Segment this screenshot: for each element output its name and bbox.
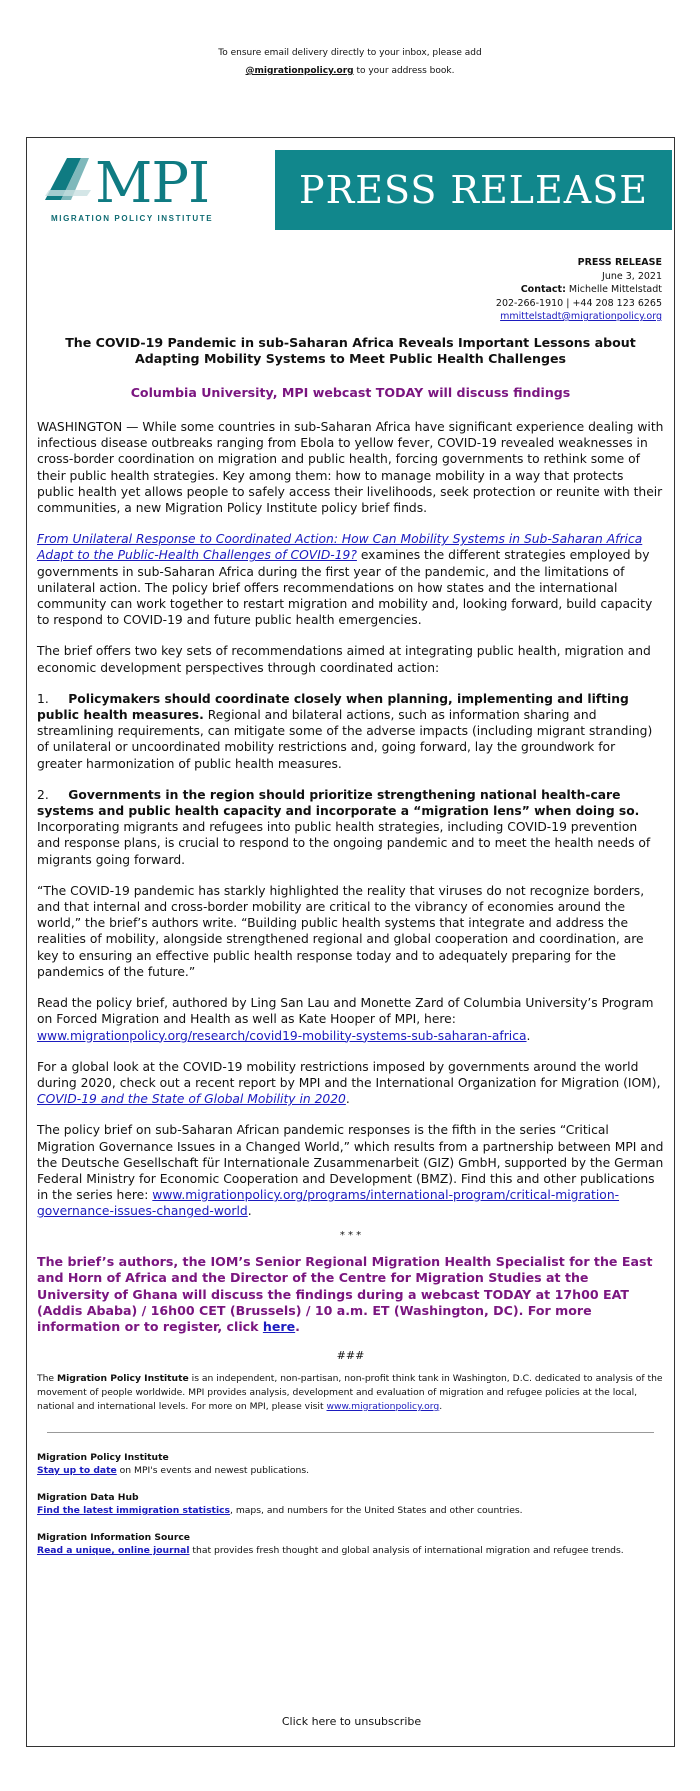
footer-text: that provides fresh thought and global analysis of international migration and refugee trends.: [189, 1544, 624, 1556]
email-frame: [26, 137, 675, 1747]
logo-subtitle: MIGRATION POLICY INSTITUTE: [51, 214, 214, 223]
paragraph-brief: [37, 531, 664, 628]
mpi-logo[interactable]: [39, 150, 249, 232]
contact-line: [496, 283, 662, 297]
contact-email-link[interactable]: mmittelstadt@migrationpolicy.org: [500, 311, 662, 322]
footer-text: on MPI's events and newest publications.: [116, 1464, 310, 1476]
preheader: [0, 44, 700, 84]
section-separator: * * *: [339, 1229, 362, 1241]
recommendation-1: [37, 691, 664, 772]
footer-item-data-hub: [37, 1491, 664, 1517]
release-body: [37, 419, 664, 1571]
series-text: The policy brief on sub-Saharan African pandemic responses is the fifth in the series “Critical Migration Governance Issues in a Changed World,” which results from a partnership between MPI and the Deutsche Gesellschaft für Internationale Zusammenarbeit (GIZ) GmbH, supported by the German Federal Ministry for Economic Cooperation and Development (BMZ). Find this and other publications in the series here:: [37, 1123, 664, 1203]
about-prefix: The: [37, 1372, 58, 1384]
paragraph-recommendations-intro: The brief offers two key sets of recommendations aimed at integrating public health, migration and economic development perspectives through coordinated action:: [37, 644, 651, 675]
subheadline: Columbia University, MPI webcast TODAY will discuss findings: [130, 385, 571, 400]
about-end: .: [439, 1400, 443, 1412]
headline-block: [37, 335, 664, 419]
recommendation-2-title: Governments in the region should prioritize strengthening national health-care systems and public health capacity and incorporate a “migration lens” when doing so.: [37, 787, 640, 819]
read-end: .: [526, 1028, 531, 1043]
brief-url-link[interactable]: www.migrationpolicy.org/research/covid19-mobility-systems-sub-saharan-africa: [37, 1028, 527, 1043]
brief-title-link[interactable]: From Unilateral Response to Coordinated Action: How Can Mobility Systems in Sub-Saharan Africa Adapt to the Public-Health Challenges of COVID-19?: [37, 532, 643, 563]
address-link[interactable]: @migrationpolicy.org: [245, 66, 354, 76]
immigration-statistics-link[interactable]: Find the latest immigration statistics: [37, 1504, 231, 1516]
logo-letters: MPI: [95, 151, 210, 216]
recommendation-2-number: 2.: [37, 787, 49, 802]
footer-heading: Migration Policy Institute: [37, 1451, 169, 1463]
footer-item-information-source: [37, 1531, 664, 1557]
footer-heading: Migration Information Source: [37, 1531, 191, 1543]
global-report-link[interactable]: COVID-19 and the State of Global Mobility in 2020: [37, 1092, 346, 1107]
preheader-line2: [0, 62, 700, 80]
webcast-end: .: [295, 1319, 300, 1335]
unsubscribe-link[interactable]: Click here to unsubscribe: [281, 1715, 422, 1728]
webcast-register-link[interactable]: here: [262, 1319, 296, 1335]
paragraph-read: [37, 995, 664, 1044]
release-label: PRESS RELEASE: [577, 257, 662, 268]
read-text: Read the policy brief, authored by Ling San Lau and Monette Zard of Columbia University’s Program on Forced Migration and Health as well as Kate Hooper of MPI, here:: [37, 996, 654, 1027]
footer-item-mpi: [37, 1451, 664, 1477]
recommendation-1-text: Regional and bilateral actions, such as information sharing and streamlining requirements, can mitigate some of the adverse impacts (including migrant stranding) of unilateral or uncoordinated mobility restrictions and, going forward, lay the groundwork for greater harmonization of public health measures.: [37, 708, 653, 771]
contact-block: [496, 256, 662, 324]
about-mpi: [37, 1372, 664, 1414]
webcast-announcement: [37, 1254, 664, 1336]
paragraph-intro: WASHINGTON — While some countries in sub-Saharan Africa have significant experience dealing with infectious disease outbreaks ranging from Ebola to yellow fever, COVID-19 revealed weaknesses in cross-border coordination on migration and public health, forcing governments to rethink some of their public health strategies. Key among them: how to manage mobility in a way that protects public health yet allows people to safely access their livelihoods, seek protection or reunite with their communities, a new Migration Policy Institute policy brief finds.: [37, 420, 664, 516]
preheader-line1: To ensure email delivery directly to your inbox, please add: [218, 48, 482, 58]
brief-description: examines the different strategies employed by governments in sub-Saharan Africa during the first year of the pandemic, and the limitations of unilateral action. The policy brief offers recommendations on how states and the international community can work together to restart migration and mobility and, looking forward, build capacity to respond to COVID-19 and future public health emergencies.: [37, 548, 653, 628]
stay-up-to-date-link[interactable]: Stay up to date: [37, 1464, 117, 1476]
global-end: .: [345, 1092, 350, 1107]
email-header: [39, 150, 664, 232]
recommendation-2: [37, 787, 664, 868]
global-text: For a global look at the COVID-19 mobility restrictions imposed by governments around the world during 2020, check out a recent report by MPI and the International Organization for Migration (IOM),: [37, 1059, 661, 1090]
paragraph-series: [37, 1122, 664, 1219]
recommendation-1-number: 1.: [37, 691, 49, 706]
paragraph-quote: “The COVID-19 pandemic has starkly highlighted the reality that viruses do not recognize borders, and that internal and cross-border mobility are critical to the vibrancy of economies around the world,” the brief’s authors write. “Building public health systems that integrate and address the realities of mobility, alongside strengthened regional and global cooperation and coordination, are key to ensuring an effective public health response today and to adequately preparing for the pandemics of the future.”: [37, 883, 645, 979]
series-url-link[interactable]: www.migrationpolicy.org/programs/international-program/critical-migration-governance-issues-changed-world: [37, 1188, 620, 1219]
press-release-banner: PRESS RELEASE: [275, 150, 672, 230]
recommendation-2-text: Incorporating migrants and refugees into public health strategies, including COVID-19 prevention and response plans, is crucial to respond to the ongoing pandemic and to meet the health needs of migrants going forward.: [37, 820, 651, 867]
preheader-suffix: to your address book.: [353, 66, 455, 76]
recommendation-1-title: Policymakers should coordinate closely when planning, implementing and lifting public health measures.: [37, 691, 629, 723]
contact-phones: 202-266-1910 | +44 208 123 6265: [495, 297, 662, 309]
about-text: is an independent, non-partisan, non-profit think tank in Washington, D.C. dedicated to analysis of the movement of people worldwide. MPI provides analysis, development and evaluation of migration and refugee policies at the local, national and international levels. For more on MPI, please visit: [37, 1372, 663, 1412]
release-date: June 3, 2021: [602, 270, 662, 282]
webcast-text: The brief’s authors, the IOM’s Senior Regional Migration Health Specialist for the East and Horn of Africa and the Director of the Centre for Migration Studies at the University of Ghana will discuss the findings during a webcast TODAY at 17h00 EAT (Addis Ababa) / 16h00 CET (Brussels) / 10 a.m. ET (Washington, DC). For more information or to register, click: [37, 1253, 653, 1335]
footer-text: , maps, and numbers for the United States and other countries.: [230, 1504, 523, 1516]
series-end: .: [247, 1204, 252, 1219]
contact-name: Michelle Mittelstadt: [565, 284, 662, 295]
end-marker: ###: [336, 1348, 365, 1362]
contact-label: Contact:: [520, 284, 566, 295]
mpi-logo-mark-icon: [41, 156, 97, 206]
headline: The COVID-19 Pandemic in sub-Saharan Africa Reveals Important Lessons about Adapting Mobility Systems to Meet Public Health Challenges: [65, 335, 636, 366]
footer-heading: Migration Data Hub: [37, 1491, 139, 1503]
about-org: Migration Policy Institute: [57, 1372, 189, 1384]
paragraph-global: [37, 1059, 664, 1108]
mpi-website-link[interactable]: www.migrationpolicy.org: [326, 1400, 440, 1412]
online-journal-link[interactable]: Read a unique, online journal: [37, 1544, 190, 1556]
footer-divider: [47, 1432, 654, 1433]
